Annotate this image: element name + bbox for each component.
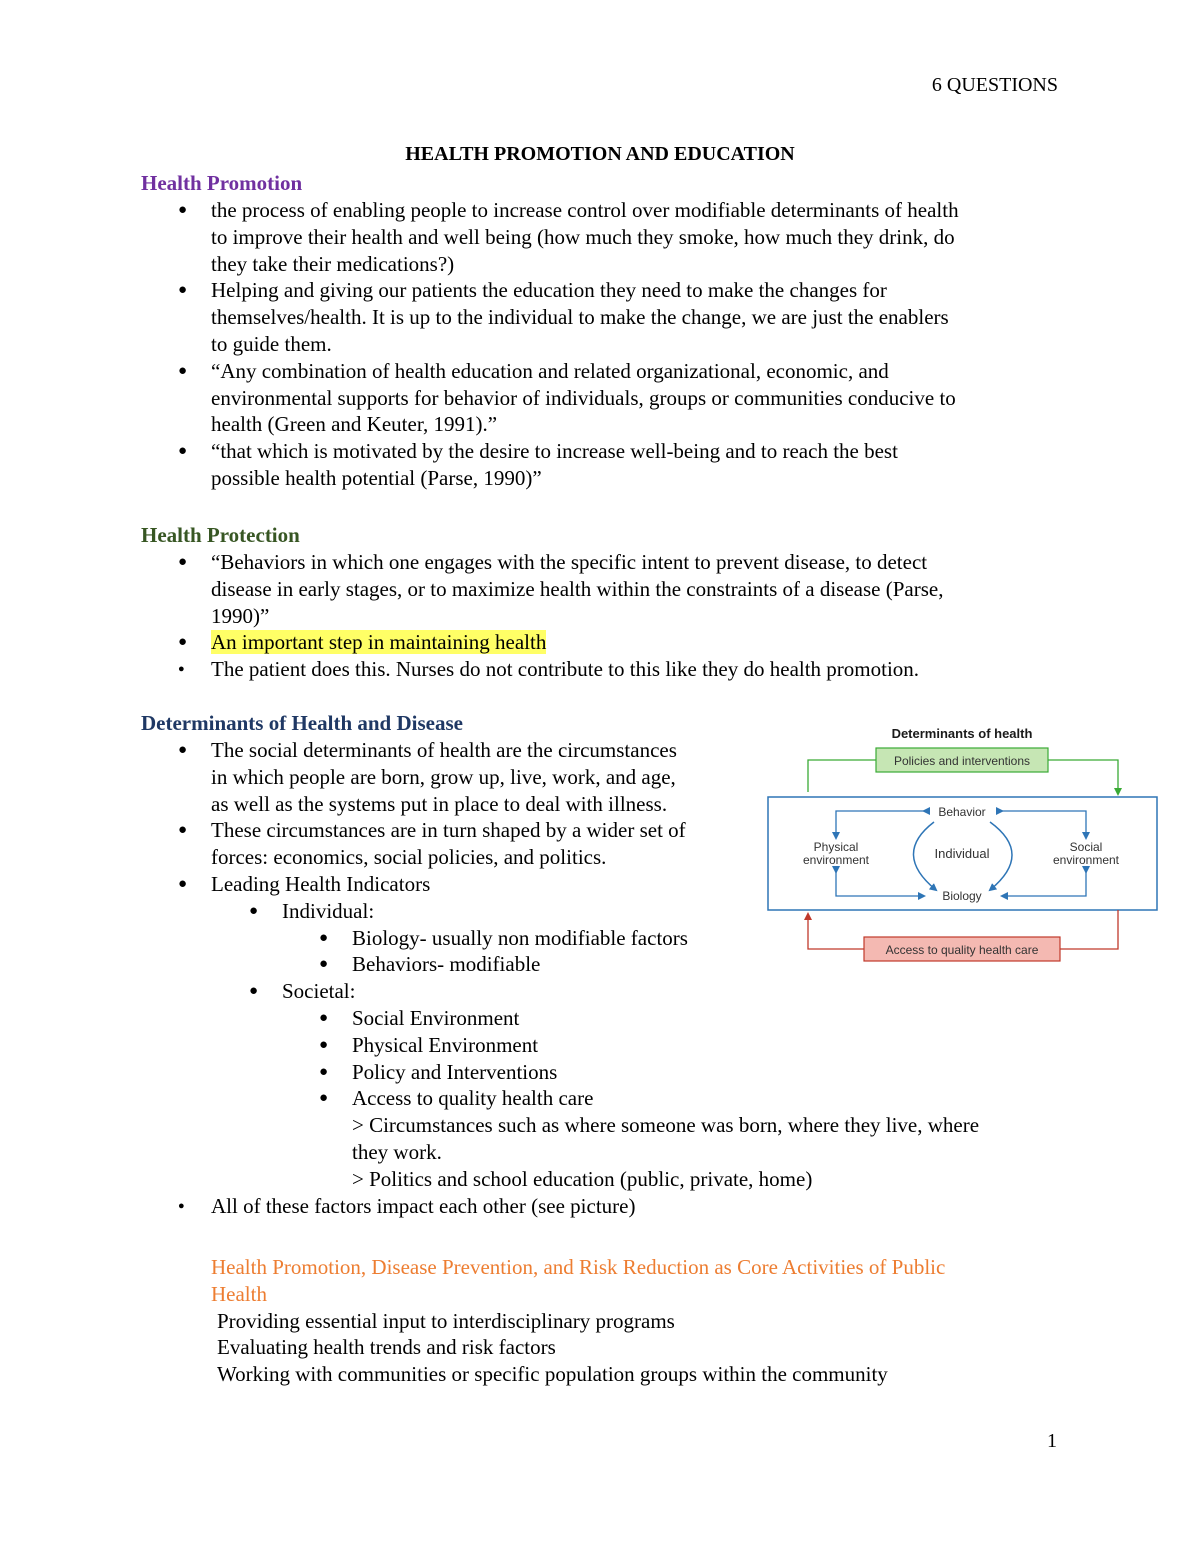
green-arrow-right xyxy=(1048,760,1118,794)
page-number: 1 xyxy=(1047,1430,1057,1452)
behavior-label: Behavior xyxy=(938,805,986,819)
heading-health-protection: Health Protection xyxy=(141,523,300,547)
physical-label-1: Physical xyxy=(813,840,859,854)
physical-label-2: environment xyxy=(802,853,870,867)
red-arrow-left xyxy=(808,914,864,949)
red-arrow-right xyxy=(1060,910,1118,949)
arrow-social-biology xyxy=(1002,872,1086,896)
list-item: ● the process of enabling people to increase control over modifiable determinants of health to improve their health and well being (how much they smoke, how much they drink, do they take their medications?) xyxy=(178,198,959,276)
list-item: ● Policy and Interventions xyxy=(319,1059,558,1084)
arrow-cycle-left xyxy=(913,822,936,890)
arrow-physical-biology xyxy=(836,872,924,896)
core-line: Providing essential input to interdisciplinary programs xyxy=(217,1308,675,1333)
list-item: ● Individual: xyxy=(249,898,375,923)
list-item: ● Biology- usually non modifiable factors xyxy=(319,925,688,950)
list-item: ● Physical Environment xyxy=(319,1032,539,1057)
biology-label: Biology xyxy=(942,889,982,903)
arrow-behavior-physical xyxy=(836,811,924,838)
highlighted-text: An important step in maintaining health xyxy=(211,630,547,655)
core-line: Working with communities or specific population groups within the community xyxy=(217,1362,888,1387)
core-line: Evaluating health trends and risk factors xyxy=(217,1335,556,1360)
access-label: Access to quality health care xyxy=(885,943,1039,957)
list-item: ● Societal: xyxy=(249,979,356,1004)
list-item: ● Access to quality health care > Circumstances such as where someone was born, where they live, where they work. > Politics and school education (public, private, home) xyxy=(319,1086,980,1191)
heading-health-promotion: Health Promotion xyxy=(141,171,303,195)
list-item: ● “Any combination of health education and related organizational, economic, and environmental supports for behavior of individuals, groups or communities conducive to health (Green and Keuter, 1991).” xyxy=(178,358,956,437)
questions-label: 6 QUESTIONS xyxy=(931,74,1058,96)
list-item: ● Leading Health Indicators xyxy=(178,871,431,896)
policies-label: Policies and interventions xyxy=(893,754,1031,768)
list-item: ● These circumstances are in turn shaped by a wider set of forces: economics, social policies, and politics. xyxy=(178,818,686,870)
determinants-diagram xyxy=(764,722,1164,967)
list-item: ● All of these factors impact each other (see picture) xyxy=(178,1193,636,1218)
green-arrow-left xyxy=(808,760,876,792)
list-item: ● The social determinants of health are the circumstances in which people are born, grow up, live, work, and age, as well as the systems put in place to deal with illness. xyxy=(178,738,677,816)
section-health-protection xyxy=(141,522,1061,683)
diagram-title: Determinants of health xyxy=(891,726,1033,741)
list-item: ● Social Environment xyxy=(319,1005,520,1030)
social-label-1: Social xyxy=(1069,840,1103,854)
list-item: ● Behaviors- modifiable xyxy=(319,952,541,977)
heading-determinants: Determinants of Health and Disease xyxy=(141,711,463,735)
page-title: HEALTH PROMOTION AND EDUCATION xyxy=(405,143,795,165)
list-item: ● “that which is motivated by the desire to increase well-being and to reach the best possible health potential (Parse, 1990)” xyxy=(178,439,898,490)
arrow-cycle-right xyxy=(990,822,1012,890)
list-item: ● Helping and giving our patients the education they need to make the changes for themselves/health. It is up to the individual to make the change, we are just the enablers to guide them. xyxy=(178,278,949,356)
individual-label: Individual xyxy=(934,846,990,861)
core-heading: Health Promotion, Disease Prevention, and Risk Reduction as Core Activities of Public Health xyxy=(211,1255,946,1306)
list-item: ● “Behaviors in which one engages with the specific intent to prevent disease, to detect disease in early stages, or to maximize health within the constraints of a disease (Parse, 1990)” xyxy=(178,550,944,628)
list-item: ● An important step in maintaining health xyxy=(178,630,547,655)
arrow-behavior-social xyxy=(1002,811,1086,838)
section-health-promotion xyxy=(141,170,1061,492)
list-item: ● The patient does this. Nurses do not contribute to this like they do health promotion. xyxy=(178,657,920,682)
section-core-activities xyxy=(211,1254,1061,1388)
social-label-2: environment xyxy=(1052,853,1120,867)
